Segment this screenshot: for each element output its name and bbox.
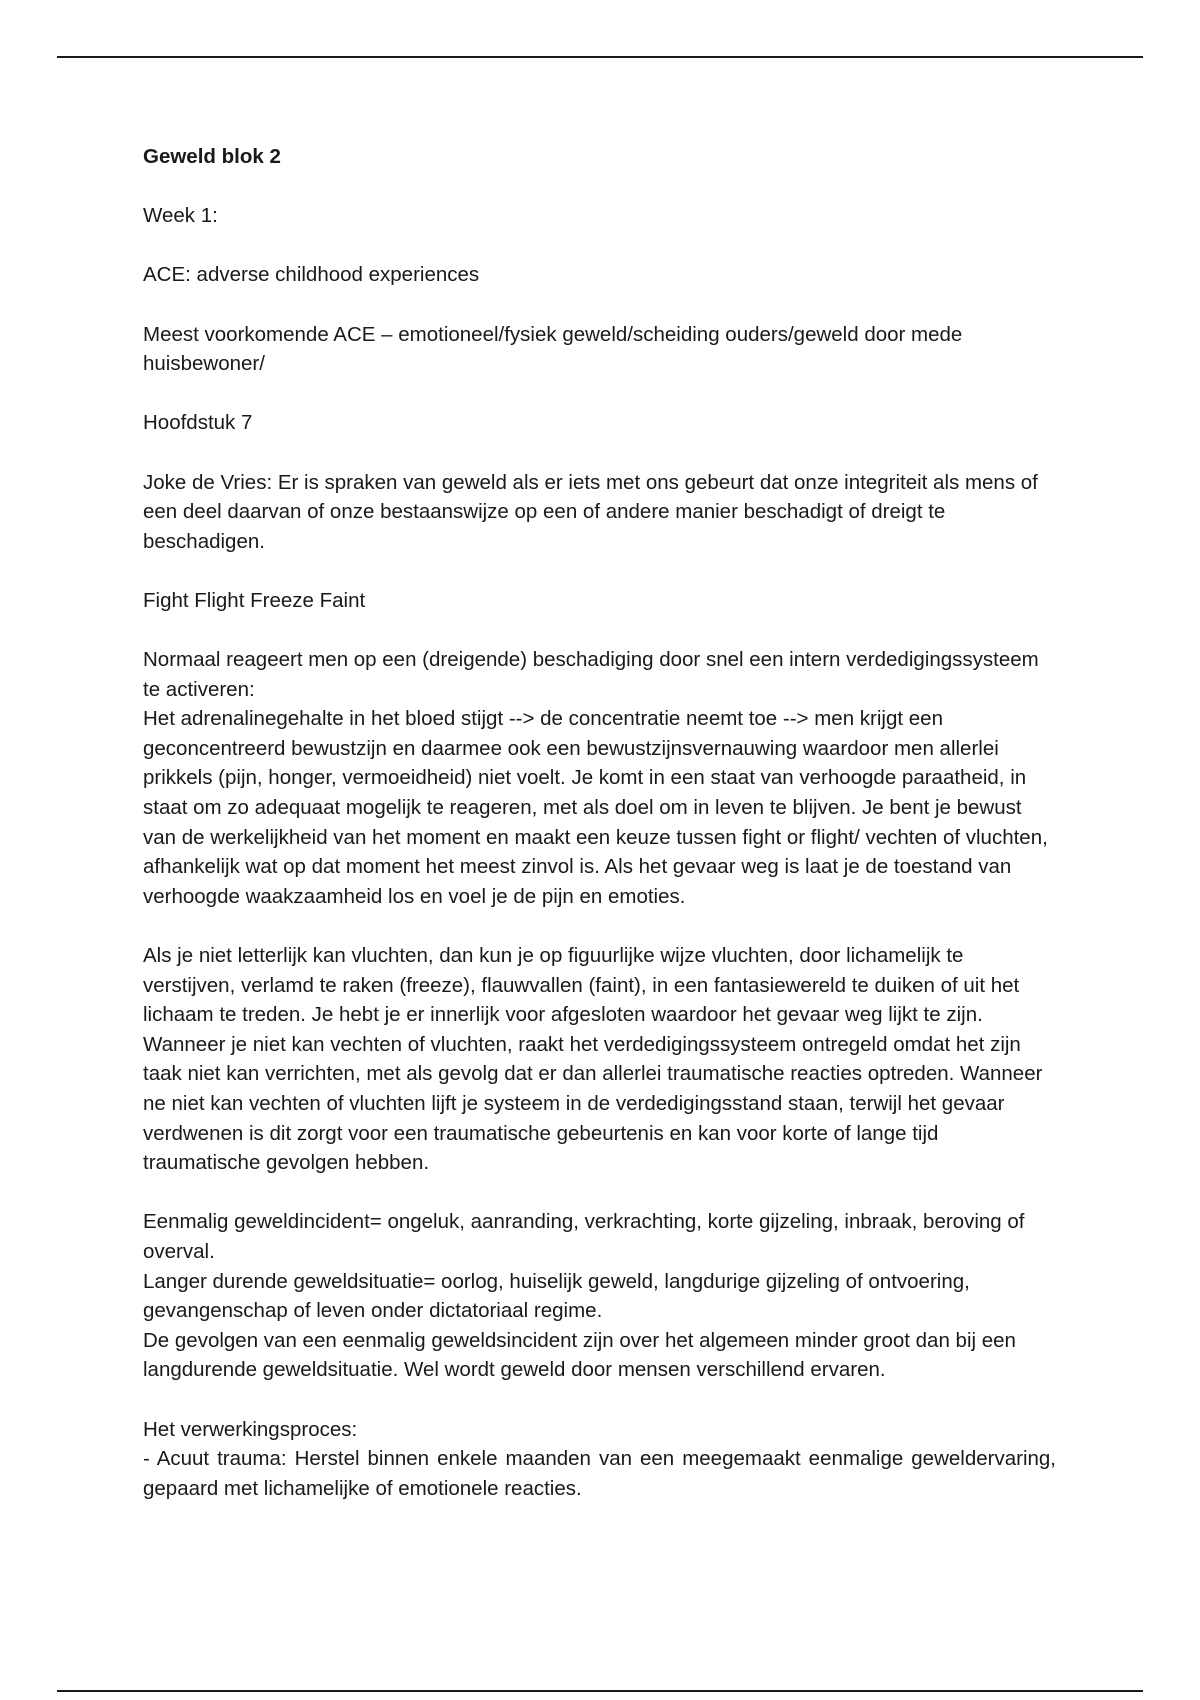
ace-definition: ACE: adverse childhood experiences <box>143 263 480 287</box>
joke-de-vries-definition: Joke de Vries: Er is spraken van geweld als er iets met ons gebeurt dat onze integriteit als mens of een deel daarvan of onze bestaanswijze op een of andere manier beschadigt of dreigt te beschadigen. <box>143 470 1038 553</box>
figurative-flight-paragraph: Als je niet letterlijk kan vluchten, dan kun je op figuurlijke wijze vluchten, door lichamelijk te verstijven, verlamd te raken (freeze), flauwvallen (faint), in een fantasiewereld te duiken of uit het lichaam te treden. Je hebt je er innerlijk voor afgesloten waardoor het gevaar weg lijkt te zijn. Wanneer je niet kan vechten of vluchten, raakt het verdedigingssysteem ontregeld omdat het zijn taak niet kan verrichten, met als gevolg dat er dan allerlei traumatische reacties optreden. Wanneer ne niet kan vechten of vluchten lijft je systeem in de verdedigingsstand staan, terwijl het gevaar verdwenen is dit zorgt voor een traumatische gebeurtenis en kan voor korte of lange tijd traumatische gevolgen hebben. <box>143 944 1043 1175</box>
most-common-ace: Meest voorkomende ACE – emotioneel/fysiek geweld/scheiding ouders/geweld door mede huisbewoner/ <box>143 322 963 376</box>
top-rule <box>57 56 1143 58</box>
chapter-heading: Hoofdstuk 7 <box>143 411 253 435</box>
long-situation: Langer durende geweldsituatie= oorlog, huiselijk geweld, langdurige gijzeling of ontvoering, gevangenschap of leven onder dictatoriaal regime. <box>143 1269 970 1323</box>
normal-reaction-body: Het adrenalinegehalte in het bloed stijgt --> de concentratie neemt toe --> men krijgt een geconcentreerd bewustzijn en daarmee ook een bewustzijnsvernauwing waardoor men allerlei prikkels (pijn, honger, vermoeidheid) niet voelt. Je komt in een staat van verhoogde paraatheid, in staat om zo adequaat mogelijk te reageren, met als doel om in leven te blijven. Je bent je bewust van de werkelijkheid van het moment en maakt een keuze tussen fight or flight/ vechten of vluchten, afhankelijk wat op dat moment het meest zinvol is. Als het gevaar weg is laat je de toestand van verhoogde waakzaamheid los en voel je de pijn en emoties. <box>143 707 1048 908</box>
bottom-rule <box>57 1690 1143 1692</box>
acute-trauma-item: - Acuut trauma: Herstel binnen enkele maanden van een meegemaakt eenmalige geweldervaring, gepaard met lichamelijke of emotionele reacties. <box>143 1447 1056 1500</box>
responses-list: Fight Flight Freeze Faint <box>143 588 366 612</box>
consequences-paragraph: De gevolgen van een eenmalig geweldsincident zijn over het algemeen minder groot dan bij een langdurende geweldsituatie. Wel wordt geweld door mensen verschillend ervaren. <box>143 1328 1016 1382</box>
single-incident: Eenmalig geweldincident= ongeluk, aanranding, verkrachting, korte gijzeling, inbraak, beroving of overval. <box>143 1210 1025 1263</box>
week-heading: Week 1: <box>143 204 218 228</box>
processing-heading: Het verwerkingsproces: <box>143 1417 358 1441</box>
document-body <box>143 142 1056 1533</box>
normal-reaction-intro: Normaal reageert men op een (dreigende) beschadiging door snel een intern verdedigingssysteem te activeren: <box>143 648 1039 701</box>
document-title: Geweld blok 2 <box>143 145 281 168</box>
